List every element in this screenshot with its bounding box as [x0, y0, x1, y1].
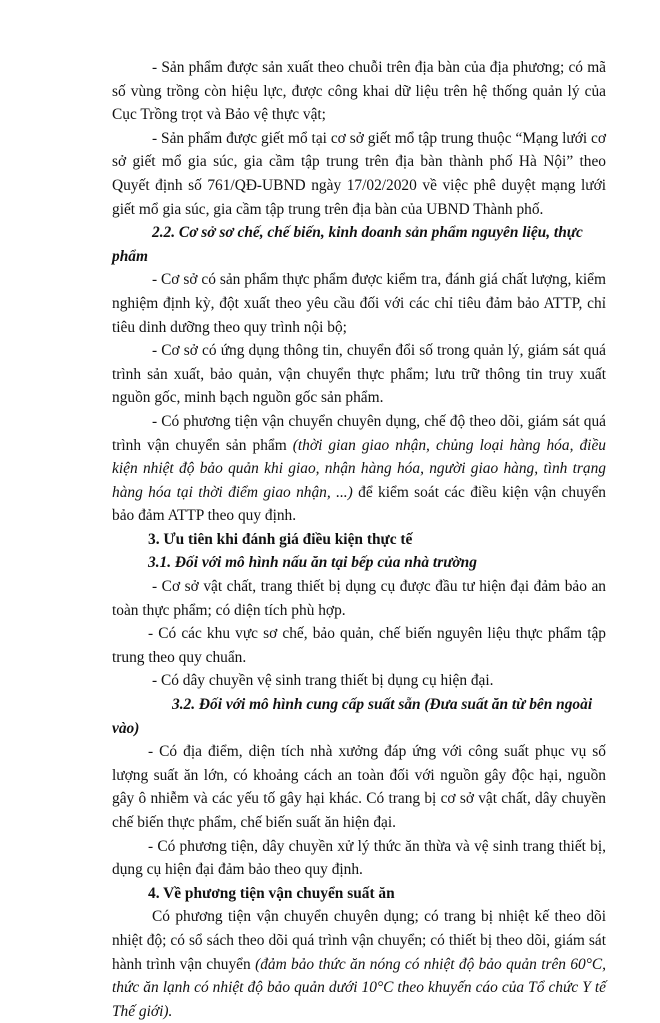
paragraph-digital-transformation: - Cơ sở có ứng dụng thông tin, chuyển đổi số trong quản lý, giám sát quá trình sản xuất, bảo quản, vận chuyển thực phẩm; lưu trữ thông tin truy xuất nguồn gốc, minh bạch nguồn gốc sản phẩm.: [112, 342, 606, 407]
heading-4: 4. Về phương tiện vận chuyển suất ăn: [148, 884, 395, 902]
paragraph-cleaning-line: - Có dây chuyền vệ sinh trang thiết bị dụng cụ hiện đại.: [152, 672, 494, 690]
transport-text-a: - Có phương tiện vận chuyển chuyên dụng, chế độ theo dõi, giám sát quá trình vận chuyển sản phẩm: [112, 412, 606, 454]
paragraph-waste-handling: - Có phương tiện, dây chuyền xử lý thức ăn thừa và vệ sinh trang thiết bị, dụng cụ hiện đại đảm bảo theo quy định.: [112, 837, 606, 879]
paragraph-meal-transport: [112, 905, 606, 1023]
heading-3-2: 3.2. Đối với mô hình cung cấp suất sẵn (Đưa suất ăn từ bên ngoài vào): [112, 696, 593, 737]
paragraph-slaughter: - Sản phẩm được giết mổ tại cơ sở giết mổ tập trung thuộc “Mạng lưới cơ sở giết mổ gia súc, gia cầm tập trung trên địa bàn thành phố Hà Nội” theo Quyết định số 761/QĐ-UBND ngày 17/02/2020 về việc phê duyệt mạng lưới giết mổ gia súc, gia cầm tập trung trên địa bàn của UBND Thành phố.: [112, 129, 606, 218]
heading-3-1: 3.1. Đối với mô hình nấu ăn tại bếp của nhà trường: [148, 554, 477, 572]
meal-transport-text-italic: (đảm bảo thức ăn nóng có nhiệt độ bảo quản trên 60°C, thức ăn lạnh có nhiệt độ bảo quản dưới 10°C theo khuyến cáo của Tổ chức Y tế Thế giới).: [112, 955, 607, 1020]
transport-text-italic: (thời gian giao nhận, chủng loại hàng hóa, điều kiện nhiệt độ bảo quản khi giao, nhận hàng hóa, người giao hàng, tình trạng hàng hóa tại thời điểm giao nhận, ...): [112, 436, 606, 501]
paragraph-transport-monitoring: [112, 410, 606, 528]
heading-2-2: 2.2. Cơ sở sơ chế, chế biến, kinh doanh sản phẩm nguyên liệu, thực phẩm: [112, 224, 583, 265]
paragraph-chain-production: - Sản phẩm được sản xuất theo chuỗi trên địa bàn của địa phương; có mã số vùng trồng còn hiệu lực, được công khai dữ liệu trên hệ thống quản lý của Cục Trồng trọt và Bảo vệ thực vật;: [112, 59, 606, 124]
paragraph-processing-areas: - Có các khu vực sơ chế, bảo quản, chế biến nguyên liệu thực phẩm tập trung theo quy chuẩn.: [112, 625, 606, 666]
meal-transport-text-a: Có phương tiện vận chuyển chuyên dụng; có trang bị nhiệt kế theo dõi nhiệt độ; có sổ sách theo dõi quá trình vận chuyển; có thiết bị theo dõi, giám sát hành trình vận chuyển: [112, 908, 606, 973]
paragraph-factory-location: - Có địa điểm, diện tích nhà xưởng đáp ứng với công suất phục vụ số lượng suất ăn lớn, có khoảng cách an toàn đối với nguồn gây độc hại, nguồn gây ô nhiễm và các yếu tố gây hại khác. Có trang bị cơ sở vật chất, dây chuyền chế biến thực phẩm, chế biến suất ăn hiện đại.: [112, 743, 606, 831]
heading-3: 3. Ưu tiên khi đánh giá điều kiện thực tế: [148, 530, 413, 548]
document-body: [112, 56, 606, 1023]
paragraph-quality-testing: - Cơ sở có sản phẩm thực phẩm được kiểm tra, đánh giá chất lượng, kiểm nghiệm định kỳ, đột xuất theo yêu cầu đối với các chỉ tiêu đảm bảo ATTP, chỉ tiêu dinh dưỡng theo quy trình nội bộ;: [112, 271, 606, 336]
paragraph-facilities: - Cơ sở vật chất, trang thiết bị dụng cụ được đầu tư hiện đại đảm bảo an toàn thực phẩm; có diện tích phù hợp.: [112, 578, 606, 619]
transport-text-c: để kiểm soát các điều kiện vận chuyển bảo đảm ATTP theo quy định.: [112, 483, 606, 525]
